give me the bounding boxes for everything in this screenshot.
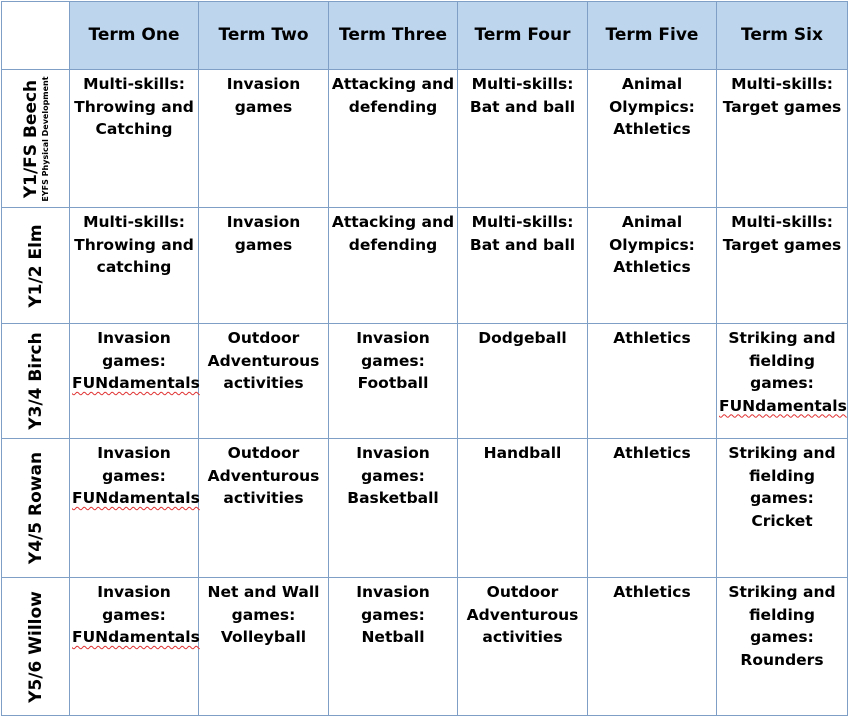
term-header: Term Two (199, 2, 329, 70)
activity-line: Invasion games (226, 75, 301, 116)
activity-line: Adventurous (207, 351, 320, 370)
activity-line: Throwing and (74, 97, 194, 116)
activity-line: Volleyball (220, 628, 307, 646)
activity-line: Athletics (613, 258, 691, 276)
corner-cell (2, 2, 70, 70)
activity-line: Target games (722, 97, 842, 116)
activity-line: Attacking and (331, 75, 455, 93)
activity-line: games: (231, 605, 296, 624)
activity-cell (199, 439, 329, 578)
class-label-cell (2, 578, 70, 716)
activity-cell (588, 439, 717, 578)
activity-line: Animal (621, 75, 683, 93)
term-header: Term Five (588, 2, 717, 70)
activity-line: Invasion games: (356, 444, 430, 485)
table-row (2, 439, 848, 578)
class-label-cell (2, 208, 70, 324)
class-label: Y1/2 Elm (25, 223, 46, 308)
curriculum-table (1, 1, 848, 716)
activity-line: Athletics (613, 120, 691, 138)
activity-line: Multi-skills: (471, 75, 574, 93)
activity-cell (458, 70, 588, 208)
activity-cell (588, 578, 717, 716)
class-sublabel: EYFS Physical Development (40, 75, 50, 202)
term-header: Term Six (717, 2, 848, 70)
activity-cell (329, 578, 458, 716)
activity-line: Animal (621, 213, 683, 231)
activity-line: Invasion games (226, 213, 301, 254)
class-label-cell (2, 70, 70, 208)
activity-line: Multi-skills: (83, 213, 185, 231)
activity-line: fielding games: (749, 466, 815, 507)
activity-cell (588, 324, 717, 439)
activity-line: Bat and ball (469, 97, 576, 116)
activity-line: Catching (95, 120, 173, 138)
table-body (2, 70, 848, 716)
class-label: Y4/5 Rowan (25, 451, 46, 565)
activity-line: Dodgeball (478, 329, 567, 347)
class-label-cell (2, 324, 70, 439)
activity-line: Invasion games: (356, 329, 430, 370)
class-label-cell (2, 439, 70, 578)
activity-line: Olympics: (609, 97, 695, 116)
activity-line: Athletics (613, 583, 691, 601)
activity-cell (717, 578, 848, 716)
activity-line: Invasion games: (97, 583, 171, 624)
activity-cell (70, 324, 199, 439)
activity-cell (458, 208, 588, 324)
activity-line: Outdoor (227, 444, 300, 462)
activity-line: Striking and (728, 329, 836, 347)
activity-cell (717, 208, 848, 324)
header-row (2, 2, 848, 70)
activity-line: catching (96, 258, 172, 276)
activity-line: Outdoor (227, 329, 300, 347)
activity-line: FUNdamentals (72, 374, 200, 392)
activity-line: FUNdamentals (72, 628, 200, 646)
activity-cell (199, 208, 329, 324)
activity-line: activities (482, 628, 563, 646)
activity-line: Invasion games: (97, 329, 171, 370)
table-row (2, 578, 848, 716)
activity-cell (458, 578, 588, 716)
activity-line: defending (348, 235, 438, 254)
activity-line: Adventurous (207, 466, 320, 485)
activity-cell (588, 208, 717, 324)
activity-line: Striking and (728, 583, 836, 601)
activity-line: Target games (722, 235, 842, 254)
activity-line: Basketball (347, 489, 439, 507)
activity-line: Handball (483, 444, 562, 462)
activity-line: Football (357, 374, 429, 392)
activity-line: Multi-skills: (731, 75, 833, 93)
activity-cell (458, 324, 588, 439)
activity-cell (329, 324, 458, 439)
activity-cell (70, 208, 199, 324)
activity-cell (199, 70, 329, 208)
activity-line: Rounders (740, 650, 824, 669)
activity-line: Cricket (751, 511, 813, 530)
activity-line: Invasion games: (356, 583, 430, 624)
class-label: Y5/6 Willow (25, 590, 46, 703)
table-row (2, 70, 848, 208)
activity-cell (70, 439, 199, 578)
activity-cell (717, 439, 848, 578)
activity-line: activities (223, 489, 304, 507)
class-label: Y1/FS Beech (20, 79, 41, 198)
term-header: Term Three (329, 2, 458, 70)
activity-cell (329, 208, 458, 324)
activity-cell (717, 324, 848, 439)
activity-cell (588, 70, 717, 208)
table-row (2, 208, 848, 324)
activity-line: Throwing and (74, 235, 194, 254)
activity-line: Attacking and (331, 213, 455, 231)
activity-line: defending (348, 97, 438, 116)
table-row (2, 324, 848, 439)
activity-line: fielding games: (749, 605, 815, 646)
activity-line: fielding games: (749, 351, 815, 392)
activity-line: Invasion games: (97, 444, 171, 485)
term-header: Term Four (458, 2, 588, 70)
activity-line: Athletics (613, 444, 691, 462)
activity-line: Olympics: (609, 235, 695, 254)
activity-line: Bat and ball (469, 235, 576, 254)
activity-line: Striking and (728, 444, 836, 462)
activity-line: Multi-skills: (471, 213, 574, 231)
activity-cell (199, 578, 329, 716)
activity-cell (329, 439, 458, 578)
activity-line: Multi-skills: (731, 213, 833, 231)
term-header: Term One (70, 2, 199, 70)
activity-cell (717, 70, 848, 208)
activity-line: FUNdamentals (719, 396, 847, 415)
activity-cell (70, 578, 199, 716)
activity-cell (329, 70, 458, 208)
activity-cell (199, 324, 329, 439)
class-label: Y3/4 Birch (25, 332, 46, 430)
activity-cell (458, 439, 588, 578)
activity-line: Outdoor (486, 583, 559, 601)
activity-cell (70, 70, 199, 208)
activity-line: Adventurous (466, 605, 579, 624)
activity-line: Net and Wall (207, 583, 320, 601)
activity-line: activities (223, 374, 304, 392)
activity-line: FUNdamentals (72, 489, 200, 507)
activity-line: Athletics (613, 329, 691, 347)
activity-line: Netball (361, 628, 425, 646)
activity-line: Multi-skills: (83, 75, 185, 93)
